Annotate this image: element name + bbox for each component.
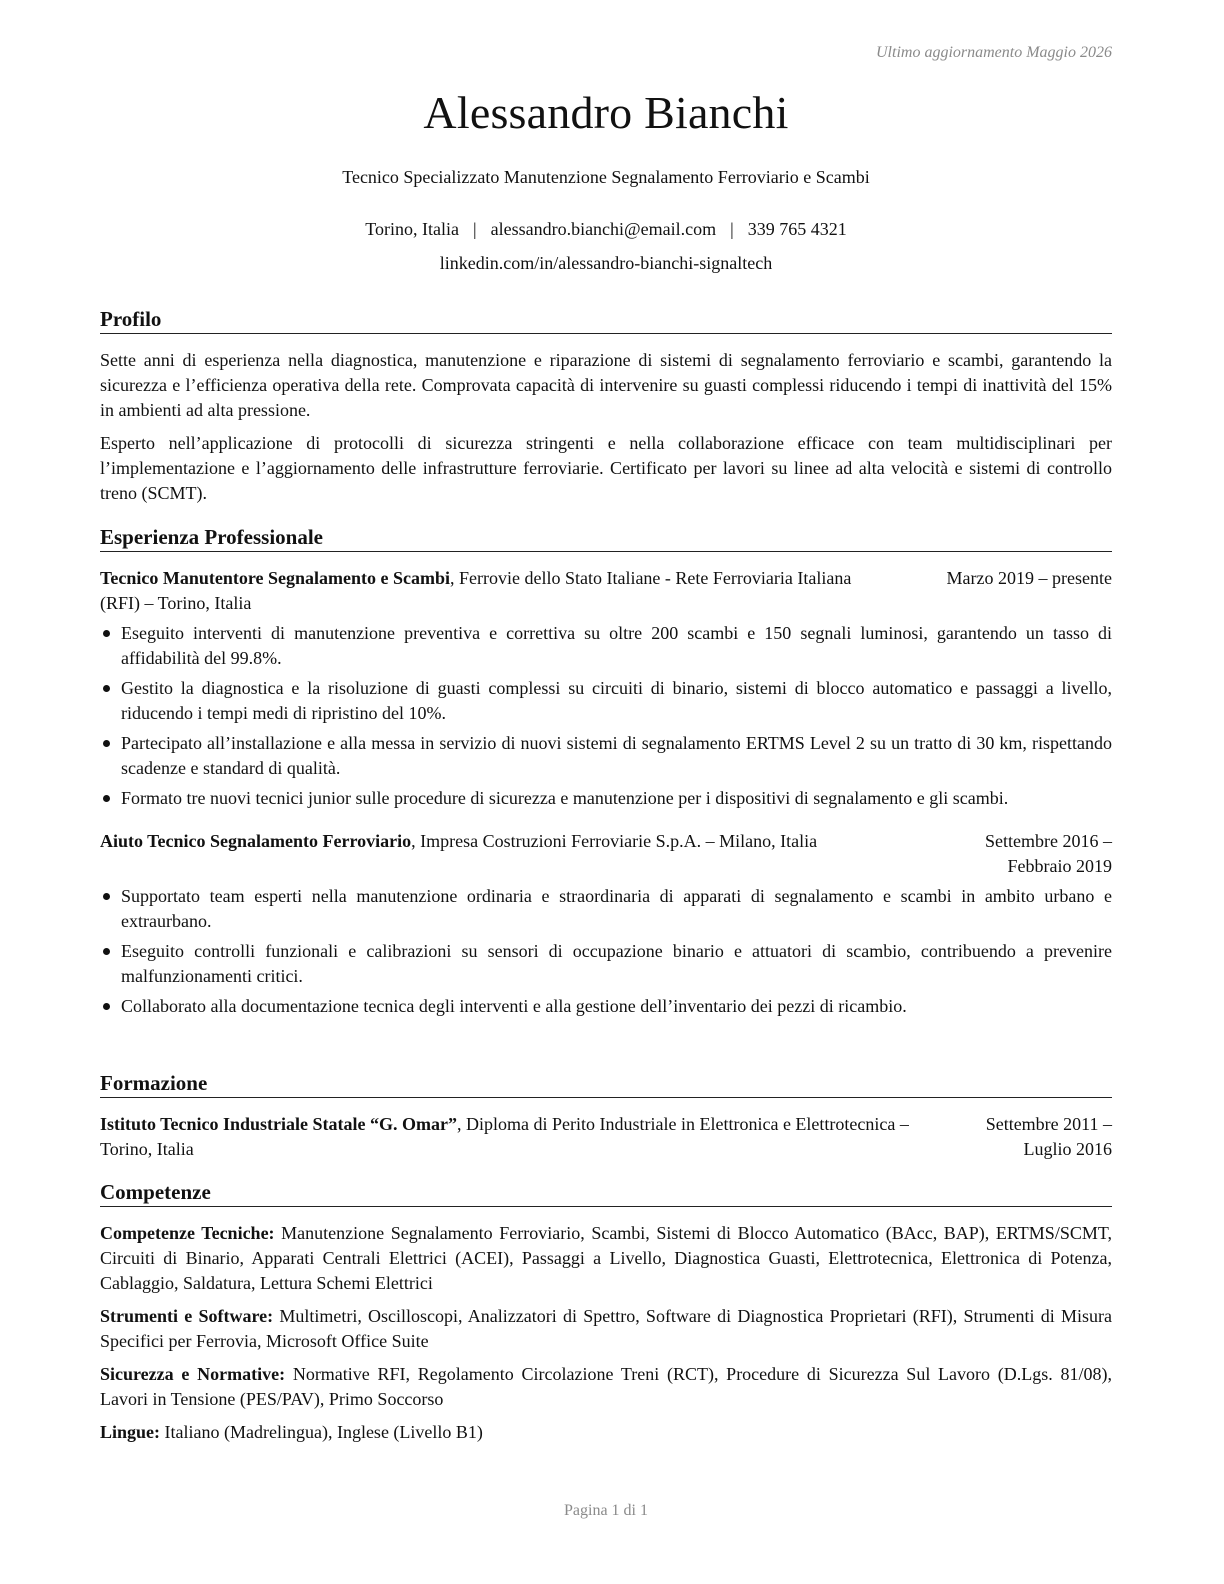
skill-label: Lingue: [100, 1422, 161, 1442]
job-bullet: Gestito la diagnostica e la risoluzione di guasti complessi su circuiti di binario, sistemi di blocco automatico e passaggi a livello, riducendo i tempi medi di ripristino del 10%. [100, 676, 1112, 726]
contact-email[interactable]: alessandro.bianchi@email.com [490, 219, 717, 239]
experience-section [100, 524, 1112, 1024]
contact-separator: | [730, 219, 734, 239]
job-role: Tecnico Manutentore Segnalamento e Scambi [100, 568, 450, 588]
education-header [100, 1112, 1112, 1162]
last-updated: Ultimo aggiornamento Maggio 2026 [876, 44, 1112, 61]
skill-text: Manutenzione Segnalamento Ferroviario, Scambi, Sistemi di Blocco Automatico (BAcc, BAP), ERTMS/SCMT, Circuiti di Binario, Apparati Centrali Elettrici (ACEI), Passaggi a Livello, Diagnostica Guasti, Elettrotecnica, Elettronica di Potenza, Cablaggio, Saldatura, Lettura Schemi Elettrici [100, 1223, 1113, 1293]
skill-label: Sicurezza e Normative: [100, 1364, 286, 1384]
job-title-line [100, 829, 960, 879]
education-line [100, 1112, 960, 1162]
section-title-education: Formazione [100, 1070, 1112, 1098]
job-bullet: Eseguito interventi di manutenzione preventiva e correttiva su oltre 200 scambi e 150 segnali luminosi, garantendo un tasso di affidabilità del 99.8%. [100, 621, 1112, 671]
skills-list [100, 1221, 1112, 1445]
education-dates: Settembre 2011 – Luglio 2016 [985, 1114, 1112, 1159]
section-title-profile: Profilo [100, 306, 1112, 334]
resume-page [100, 0, 1112, 1584]
job-bullets [100, 621, 1112, 811]
education-section [100, 1070, 1112, 1162]
headline: Tecnico Specializzato Manutenzione Segnalamento Ferroviario e Scambi [342, 167, 870, 187]
page-footer: Pagina 1 di 1 [564, 1502, 648, 1519]
job-bullet: Partecipato all’installazione e alla messa in servizio di nuovi sistemi di segnalamento ERTMS Level 2 su un tratto di 30 km, rispettando scadenze e standard di qualità. [100, 731, 1112, 781]
skill-label: Competenze Tecniche: [100, 1223, 275, 1243]
job-company: , Ferrovie dello Stato Italiane - Rete Ferroviaria Italiana (RFI) – Torino, Italia [100, 568, 852, 613]
section-title-skills: Competenze [100, 1179, 1112, 1207]
education-degree: , Diploma di Perito Industriale in Elettronica e Elettrotecnica – Torino, Italia [100, 1114, 909, 1159]
skill-text: Italiano (Madrelingua), Inglese (Livello B1) [160, 1422, 483, 1442]
candidate-name: Alessandro Bianchi [423, 87, 789, 138]
skill-group [100, 1304, 1112, 1354]
job-header [100, 829, 1112, 879]
job-entry [100, 829, 1112, 1019]
contact-line [100, 219, 1112, 240]
contact-separator: | [472, 219, 477, 239]
job-role: Aiuto Tecnico Segnalamento Ferroviario [100, 831, 412, 851]
skill-group [100, 1221, 1112, 1296]
contact-phone: 339 765 4321 [747, 219, 847, 239]
education-school: Istituto Tecnico Industriale Statale “G. Omar” [100, 1114, 458, 1134]
job-dates: Marzo 2019 – presente [946, 568, 1112, 588]
profile-paragraph: Sette anni di esperienza nella diagnostica, manutenzione e riparazione di sistemi di segnalamento ferroviario e scambi, garantendo la sicurezza e l’efficienza operativa della rete. Comprovata capacità di intervenire su guasti complessi riducendo i tempi di inattività del 15% in ambienti ad alta pressione. [100, 350, 1112, 420]
skill-group [100, 1420, 1112, 1445]
job-bullet: Supportato team esperti nella manutenzione ordinaria e straordinaria di apparati di segnalamento e scambi in ambito urbano e extraurbano. [100, 884, 1112, 934]
job-header [100, 566, 1112, 616]
job-company: , Impresa Costruzioni Ferroviarie S.p.A. – Milano, Italia [411, 831, 818, 851]
skill-label: Strumenti e Software: [100, 1306, 274, 1326]
skill-text: Normative RFI, Regolamento Circolazione Treni (RCT), Procedure di Sicurezza Sul Lavoro (D.Lgs. 81/08), Lavori in Tensione (PES/PAV), Primo Soccorso [100, 1364, 1113, 1409]
job-entry [100, 566, 1112, 811]
job-dates: Settembre 2016 – Febbraio 2019 [985, 831, 1112, 876]
job-title-line [100, 566, 880, 616]
job-bullets [100, 884, 1112, 1019]
skill-text: Multimetri, Oscilloscopi, Analizzatori di Spettro, Software di Diagnostica Proprietari (RFI), Strumenti di Misura Specifici per Ferrovia, Microsoft Office Suite [100, 1306, 1112, 1351]
profile-paragraph: Esperto nell’applicazione di protocolli di sicurezza stringenti e nella collaborazione efficace con team multidisciplinari per l’implementazione e l’aggiornamento delle infrastrutture ferroviarie. Certificato per lavori su linee ad alta velocità e sistemi di controllo treno (SCMT). [100, 433, 1112, 503]
job-bullet: Eseguito controlli funzionali e calibrazioni su sensori di occupazione binario e attuatori di scambio, contribuendo a prevenire malfunzionamenti critici. [100, 939, 1112, 989]
job-bullet: Formato tre nuovi tecnici junior sulle procedure di sicurezza e manutenzione per i dispositivi di segnalamento e gli scambi. [100, 786, 1112, 811]
contact-location: Torino, Italia [365, 219, 459, 239]
contact-linkedin[interactable]: linkedin.com/in/alessandro-bianchi-signaltech [439, 253, 773, 273]
job-bullet: Collaborato alla documentazione tecnica degli interventi e alla gestione dell’inventario dei pezzi di ricambio. [100, 994, 1112, 1019]
skills-section [100, 1179, 1112, 1445]
profile-section [100, 306, 1112, 506]
section-title-experience: Esperienza Professionale [100, 524, 1112, 552]
skill-group [100, 1362, 1112, 1412]
